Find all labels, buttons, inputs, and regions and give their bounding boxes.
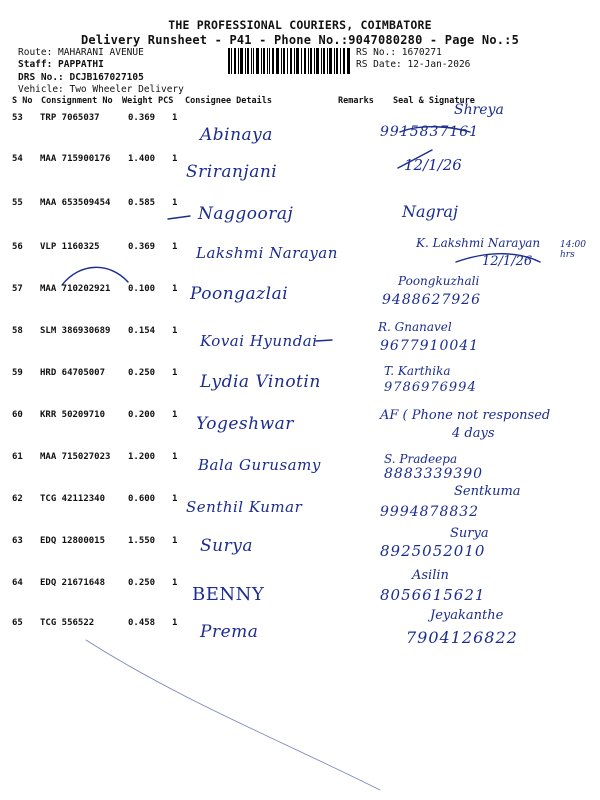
row-weight: 0.250 <box>128 368 156 378</box>
runsheet-subtitle: Delivery Runsheet - P41 - Phone No.:9047080280 - Page No.:5 <box>80 33 520 47</box>
receiver-phone: 8925052010 <box>380 542 486 560</box>
consignee-name: Poongazlai <box>190 284 289 304</box>
row-pcs: 1 <box>172 536 178 546</box>
row-weight: 0.200 <box>128 410 156 420</box>
receiver-signature: T. Karthika <box>384 364 451 378</box>
consignee-name: Naggooraj <box>198 204 294 224</box>
row-pcs: 1 <box>172 618 178 628</box>
row-consignment: KRR 50209710 <box>40 410 106 420</box>
receiver-signature: Sentkuma <box>454 484 521 499</box>
row-weight: 1.200 <box>128 452 156 462</box>
consignee-name: BENNY <box>192 584 265 605</box>
company-title: THE PROFESSIONAL COURIERS, COIMBATORE <box>168 18 432 32</box>
row-sno: 60 <box>12 410 23 420</box>
receiver-signature: Surya <box>450 526 489 541</box>
row-consignment: MAA 653509454 <box>40 198 111 208</box>
row-consignment: HRD 64705007 <box>40 368 106 378</box>
row-consignment: EDQ 12800015 <box>40 536 106 546</box>
receiver-signature: Poongkuzhali <box>398 274 480 288</box>
row-pcs: 1 <box>172 494 178 504</box>
row-weight: 0.585 <box>128 198 156 208</box>
col-sno: S No <box>12 96 33 106</box>
row-sno: 61 <box>12 452 23 462</box>
consignee-name: Bala Gurusamy <box>198 456 321 474</box>
row-sno: 54 <box>12 154 23 164</box>
consignee-name: Prema <box>200 622 259 642</box>
receiver-phone: 9488627926 <box>382 292 482 308</box>
consignee-name: Surya <box>200 536 253 556</box>
col-remarks: Remarks <box>338 96 374 106</box>
delivery-time: 14:00 hrs <box>560 240 586 260</box>
row-sno: 53 <box>12 113 23 123</box>
row-pcs: 1 <box>172 154 178 164</box>
receiver-signature: 12/1/26 <box>404 156 462 174</box>
receiver-signature: S. Pradeepa <box>384 452 458 466</box>
row-sno: 65 <box>12 618 23 628</box>
row-sno: 58 <box>12 326 23 336</box>
consignee-name: Sriranjani <box>186 162 278 182</box>
vehicle-label: Vehicle: Two Wheeler Delivery <box>18 84 184 95</box>
receiver-phone: 9994878832 <box>380 504 480 520</box>
delivery-date: 12/1/26 <box>482 254 533 269</box>
row-pcs: 1 <box>172 368 178 378</box>
row-consignment: TCG 42112340 <box>40 494 106 504</box>
consignee-name: Senthil Kumar <box>186 498 303 516</box>
row-weight: 1.550 <box>128 536 156 546</box>
consignee-name: Abinaya <box>200 125 273 145</box>
receiver-signature: Jeyakanthe <box>430 608 504 623</box>
receiver-phone: 8883339390 <box>384 466 484 482</box>
receiver-phone: 8056615621 <box>380 586 486 604</box>
row-pcs: 1 <box>172 452 178 462</box>
row-sno: 56 <box>12 242 23 252</box>
row-weight: 0.600 <box>128 494 156 504</box>
receiver-phone: 9915837161 <box>380 124 480 140</box>
consignee-name: Yogeshwar <box>196 414 294 434</box>
row-consignment: TRP 7065037 <box>40 113 100 123</box>
row-weight: 0.100 <box>128 284 156 294</box>
rs-number: RS No.: 1670271 <box>356 47 442 58</box>
row-weight: 0.154 <box>128 326 156 336</box>
row-pcs: 1 <box>172 326 178 336</box>
row-weight: 0.458 <box>128 618 156 628</box>
row-consignment: MAA 715027023 <box>40 452 111 462</box>
col-weight: Weight <box>122 96 153 106</box>
row-consignment: TCG 556522 <box>40 618 95 628</box>
row-pcs: 1 <box>172 410 178 420</box>
row-sno: 57 <box>12 284 23 294</box>
row-pcs: 1 <box>172 242 178 252</box>
col-pcs: PCS <box>158 96 174 106</box>
receiver-signature: Shreya <box>454 102 504 118</box>
col-consignee: Consignee Details <box>185 96 272 106</box>
row-weight: 0.369 <box>128 113 156 123</box>
receiver-signature: K. Lakshmi Narayan <box>416 236 541 250</box>
row-sno: 64 <box>12 578 23 588</box>
row-pcs: 1 <box>172 578 178 588</box>
remarks-note-days: 4 days <box>452 426 495 441</box>
row-pcs: 1 <box>172 284 178 294</box>
remarks-note: AF ( Phone not responsed <box>380 408 551 423</box>
row-consignment: MAA 715900176 <box>40 154 111 164</box>
drs-number: DRS No.: DCJB167027105 <box>18 72 144 83</box>
receiver-phone: 9786976994 <box>384 380 477 395</box>
consignee-name: Kovai Hyundai <box>200 332 318 350</box>
row-consignment: VLP 1160325 <box>40 242 100 252</box>
row-sno: 63 <box>12 536 23 546</box>
receiver-phone: 7904126822 <box>406 628 518 647</box>
row-pcs: 1 <box>172 113 178 123</box>
route-label: Route: MAHARANI AVENUE <box>18 47 144 58</box>
consignee-name: Lakshmi Narayan <box>196 244 338 262</box>
row-consignment: SLM 386930689 <box>40 326 111 336</box>
receiver-signature: R. Gnanavel <box>378 320 452 334</box>
consignee-name: Lydia Vinotin <box>200 372 321 392</box>
receiver-signature: Nagraj <box>402 202 458 221</box>
row-consignment: MAA 710202921 <box>40 284 111 294</box>
receiver-signature: Asilin <box>412 568 449 583</box>
receiver-phone: 9677910041 <box>380 338 480 354</box>
row-pcs: 1 <box>172 198 178 208</box>
row-consignment: EDQ 21671648 <box>40 578 106 588</box>
staff-label: Staff: PAPPATHI <box>18 59 104 70</box>
row-weight: 1.400 <box>128 154 156 164</box>
row-sno: 55 <box>12 198 23 208</box>
row-sno: 59 <box>12 368 23 378</box>
rs-date: RS Date: 12-Jan-2026 <box>356 59 471 70</box>
row-weight: 0.250 <box>128 578 156 588</box>
col-consignment: Consignment No <box>41 96 113 106</box>
row-sno: 62 <box>12 494 23 504</box>
row-weight: 0.369 <box>128 242 156 252</box>
col-seal-signature: Seal & Signature <box>393 96 475 106</box>
